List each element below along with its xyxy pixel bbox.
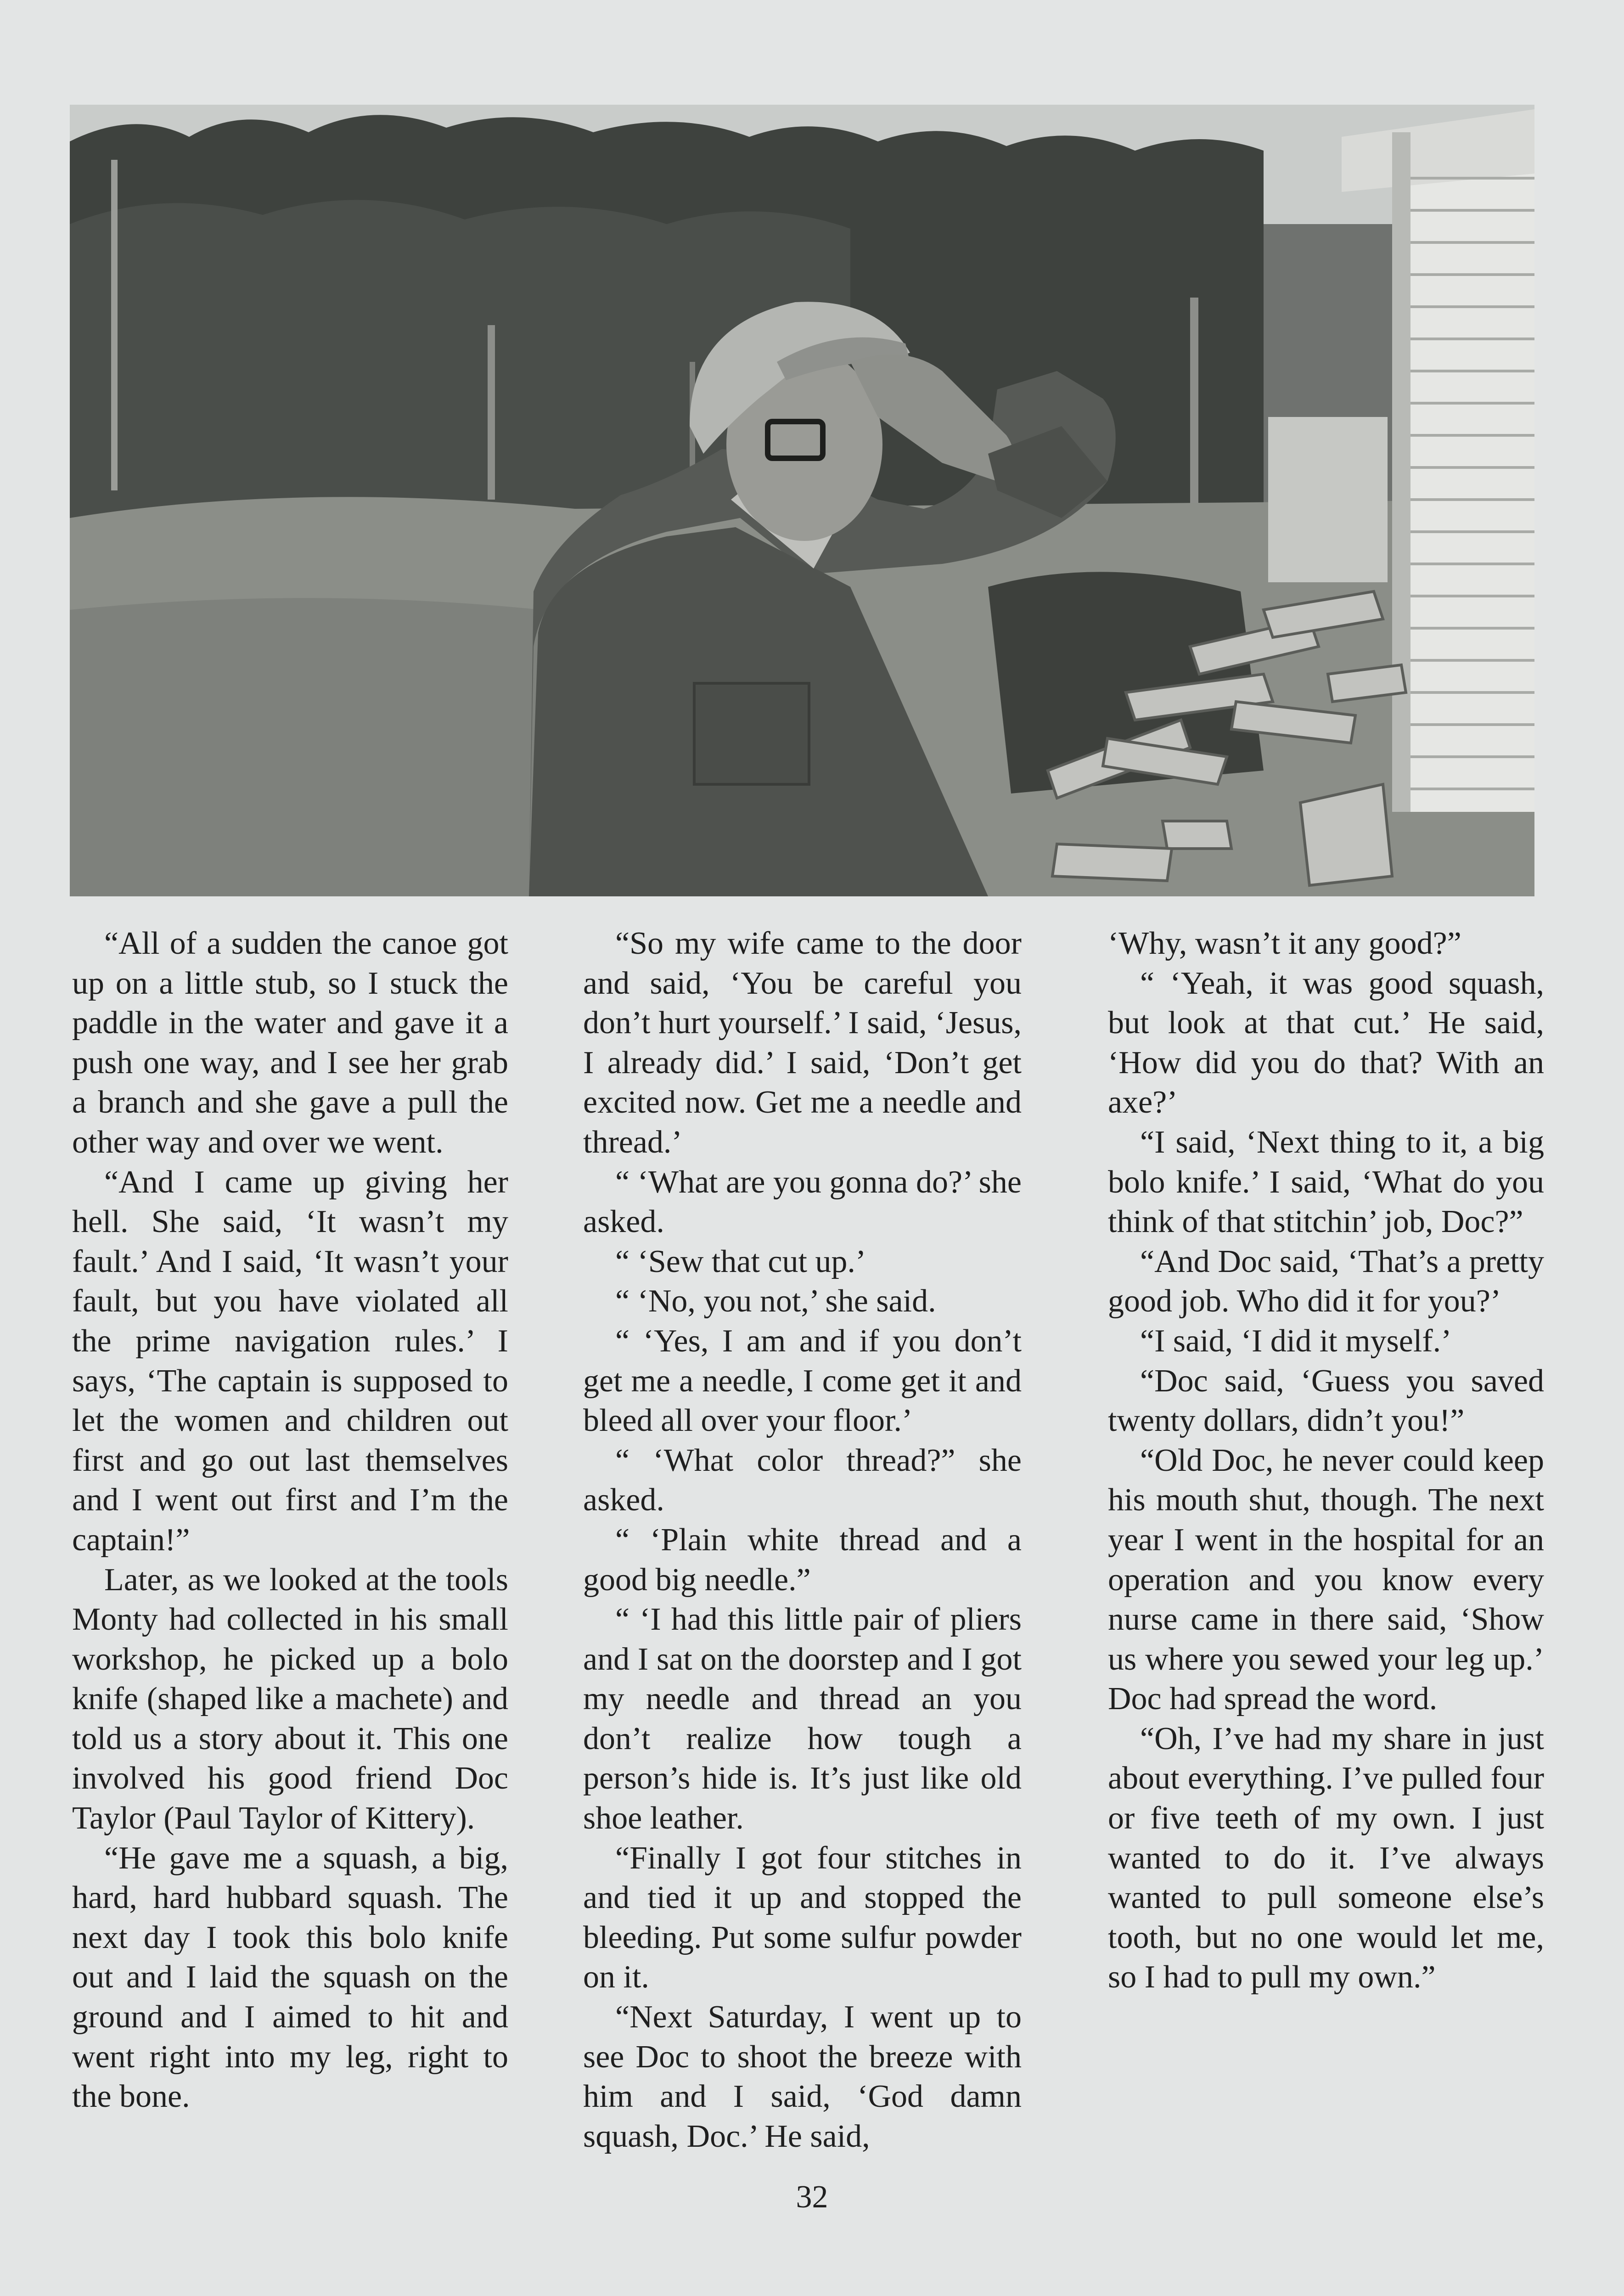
page-number: 32 (796, 2179, 828, 2215)
photo-illustration (70, 105, 1534, 896)
paragraph: “ ‘What are you gonna do?’ she asked. (583, 1164, 1022, 1240)
text-column-3 (1108, 924, 1544, 1998)
text-column-2 (583, 924, 1022, 2156)
paragraph: “Next Saturday, I went up to see Doc to shoot the breeze with him and I said, ‘God damn squash, Doc.’ He said, (583, 1999, 1022, 2154)
paragraph: “ ‘Yeah, it was good squash, but look at that cut.’ He said, ‘How did you do that? With an axe?’ (1108, 965, 1544, 1120)
paragraph: “ ‘No, you not,’ she said. (615, 1283, 936, 1319)
paragraph-continued: ‘Why, wasn’t it any good?” (1108, 926, 1461, 961)
paragraph: “ ‘What color thread?” she asked. (583, 1442, 1022, 1518)
photo (70, 105, 1534, 896)
paragraph: “And Doc said, ‘That’s a pretty good job. Who did it for you?’ (1108, 1244, 1544, 1319)
paragraph: “ ‘Sew that cut up.’ (615, 1244, 866, 1279)
paragraph: “Oh, I’ve had my share in just about everything. I’ve pulled four or five teeth of my own. I just wanted to do it. I’ve always wanted to pull someone else’s tooth, but no one would let me, so I had to pull my own.” (1108, 1721, 1544, 1995)
paragraph: Later, as we looked at the tools Monty had collected in his small workshop, he picked up a bolo knife (shaped like a machete) and told us a story about it. This one involved his good friend Doc Taylor (Paul Taylor of Kittery). (72, 1562, 508, 1836)
paragraph: “Old Doc, he never could keep his mouth shut, though. The next year I went in the hospital for an operation and you know every nurse came in there said, ‘Show us where you sewed your leg up.’ Doc had spread the word. (1108, 1442, 1544, 1717)
paragraph: “ ‘Plain white thread and a good big needle.” (583, 1522, 1022, 1598)
paragraph: “Finally I got four stitches in and tied it up and stopped the bleeding. Put some sulfur powder on it. (583, 1840, 1022, 1995)
paragraph: “ ‘I had this little pair of pliers and I sat on the doorstep and I got my needle and thread an you don’t realize how tough a person’s hide is. It’s just like old shoe leather. (583, 1602, 1022, 1836)
paragraph: “So my wife came to the door and said, ‘You be careful you don’t hurt yourself.’ I said, ‘Jesus, I already did.’ I said, ‘Don’t get excited now. Get me a needle and thread.’ (583, 926, 1022, 1160)
paragraph: “Doc said, ‘Guess you saved twenty dollars, didn’t you!” (1108, 1363, 1544, 1439)
paragraph: “All of a sudden the canoe got up on a little stub, so I stuck the paddle in the water and gave it a push one way, and I see her grab a branch and she gave a pull the other way and over we went. (72, 926, 508, 1160)
paragraph: “And I came up giving her hell. She said, ‘It wasn’t my fault.’ And I said, ‘It wasn’t your fault, but you have violated all the prime navigation rules.’ I says, ‘The captain is supposed to let the women and children out first and go out last themselves and I went out first and I’m the captain!” (72, 1164, 508, 1558)
text-column-1 (72, 924, 508, 2117)
paragraph: “ ‘Yes, I am and if you don’t get me a needle, I come get it and bleed all over your floor.’ (583, 1323, 1022, 1439)
paragraph: “I said, ‘Next thing to it, a big bolo knife.’ I said, ‘What do you think of that stitchin’ job, Doc?” (1108, 1124, 1544, 1240)
paragraph: “I said, ‘I did it myself.’ (1140, 1323, 1452, 1359)
paragraph: “He gave me a squash, a big, hard, hard hubbard squash. The next day I took this bolo knife out and I laid the squash on the ground and I aimed to hit and went right into my leg, right to the bone. (72, 1840, 508, 2115)
